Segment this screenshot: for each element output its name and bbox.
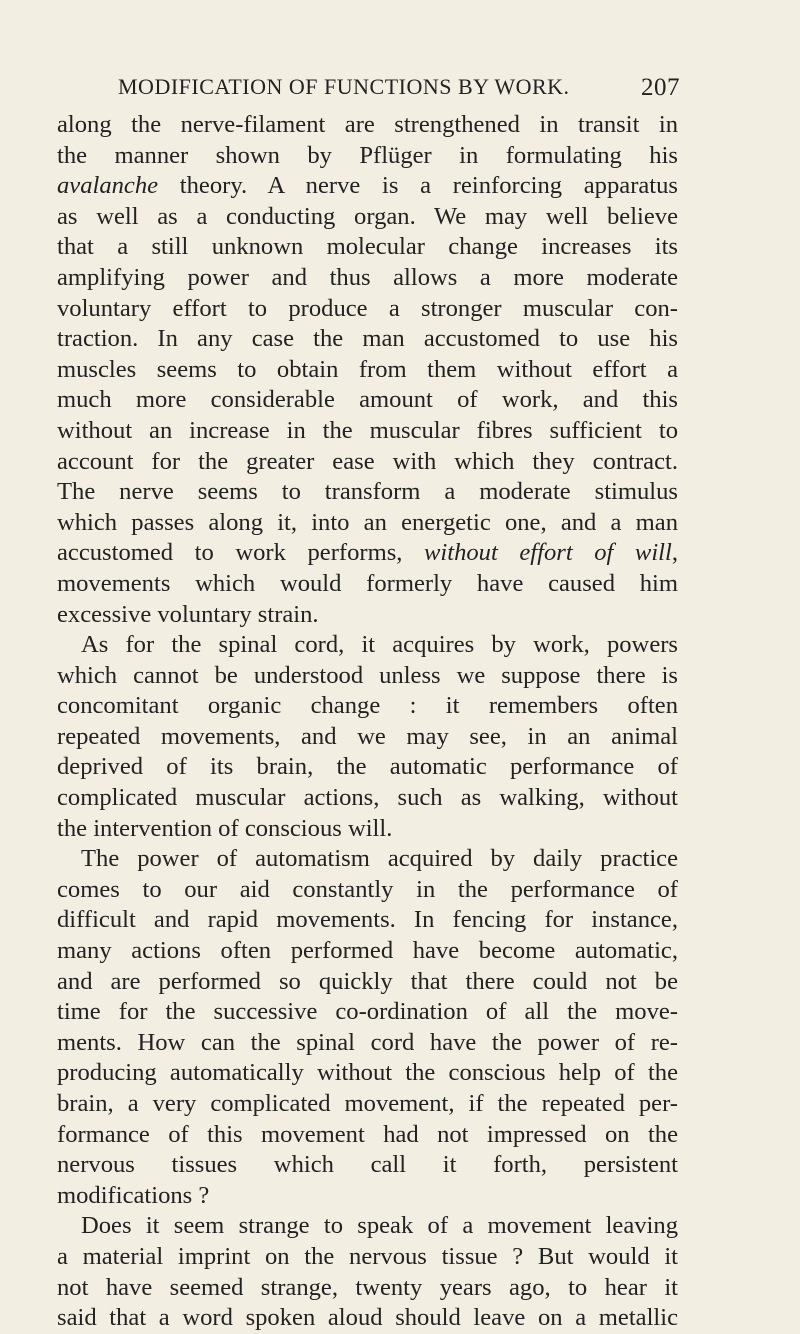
text-line: accustomed to work performs, without effort of will, [57, 539, 678, 567]
text-line: which passes along it, into an energetic one, and a man [57, 508, 678, 536]
text-line: not have seemed strange, twenty years ago, to hear it [57, 1273, 678, 1301]
text-line: the manner shown by Pflüger in formulating his [57, 141, 678, 169]
text-line: movements which would formerly have caused him [57, 569, 678, 597]
text-line: deprived of its brain, the automatic performance of [57, 753, 678, 781]
text-line: amplifying power and thus allows a more moderate [57, 263, 678, 291]
text-line: muscles seems to obtain from them without effort a [57, 355, 678, 383]
text-line: voluntary effort to produce a stronger muscular con- [57, 294, 678, 322]
paragraph-start: As for the spinal cord, it acquires by work, powers [81, 631, 678, 659]
running-title: MODIFICATION OF FUNCTIONS BY WORK. [118, 74, 570, 99]
text-line: nervous tissues which call it forth, persistent [57, 1151, 678, 1179]
text-line: difficult and rapid movements. In fencing for instance, [57, 906, 678, 934]
text-line: brain, a very complicated movement, if the repeated per- [57, 1090, 678, 1117]
text-line: account for the greater ease with which they contract. [57, 447, 678, 475]
text-line: producing automatically without the conscious help of the [57, 1059, 678, 1087]
text-line: repeated movements, and we may see, in an animal [57, 722, 678, 750]
paragraph-start: The power of automatism acquired by daily practice [81, 845, 678, 873]
text-line: complicated muscular actions, such as walking, without [57, 784, 678, 812]
text-line: along the nerve-filament are strengthened in transit in [57, 111, 678, 138]
page-number: 207 [641, 74, 680, 101]
text-line: said that a word spoken aloud should leave on a metallic [57, 1304, 678, 1332]
text-line: ments. How can the spinal cord have the power of re- [57, 1028, 678, 1056]
text-line: avalanche theory. A nerve is a reinforcing apparatus [57, 172, 678, 200]
italic-phrase: without effort of will [424, 539, 672, 567]
text-line: a material imprint on the nervous tissue ? But would it [57, 1242, 678, 1270]
text-line: time for the successive co-ordination of all the move- [57, 998, 678, 1026]
text-line: comes to our aid constantly in the performance of [57, 875, 678, 903]
body-text [57, 110, 678, 1334]
text-line: formance of this movement had not impressed on the [57, 1120, 678, 1148]
text-line: modifications ? [57, 1181, 210, 1209]
text-line: traction. In any case the man accustomed to use his [57, 325, 678, 353]
text-line: which cannot be understood unless we suppose there is [57, 661, 678, 689]
italic-term: avalanche [57, 172, 159, 200]
text-line: excessive voluntary strain. [57, 600, 319, 628]
running-head [118, 74, 678, 100]
text-line: concomitant organic change : it remembers often [57, 692, 678, 720]
text-line: as well as a conducting organ. We may well believe [57, 202, 678, 230]
text-line: the intervention of conscious will. [57, 814, 393, 842]
text-line: The nerve seems to transform a moderate stimulus [57, 478, 678, 506]
text-line: and are performed so quickly that there could not be [57, 967, 678, 995]
paragraph-start: Does it seem strange to speak of a movement leaving [81, 1212, 678, 1240]
text-line: many actions often performed have become automatic, [57, 937, 678, 965]
text-line: much more considerable amount of work, and this [57, 386, 678, 414]
text-line: that a still unknown molecular change increases its [57, 233, 678, 261]
text-line: without an increase in the muscular fibres sufficient to [57, 416, 678, 444]
